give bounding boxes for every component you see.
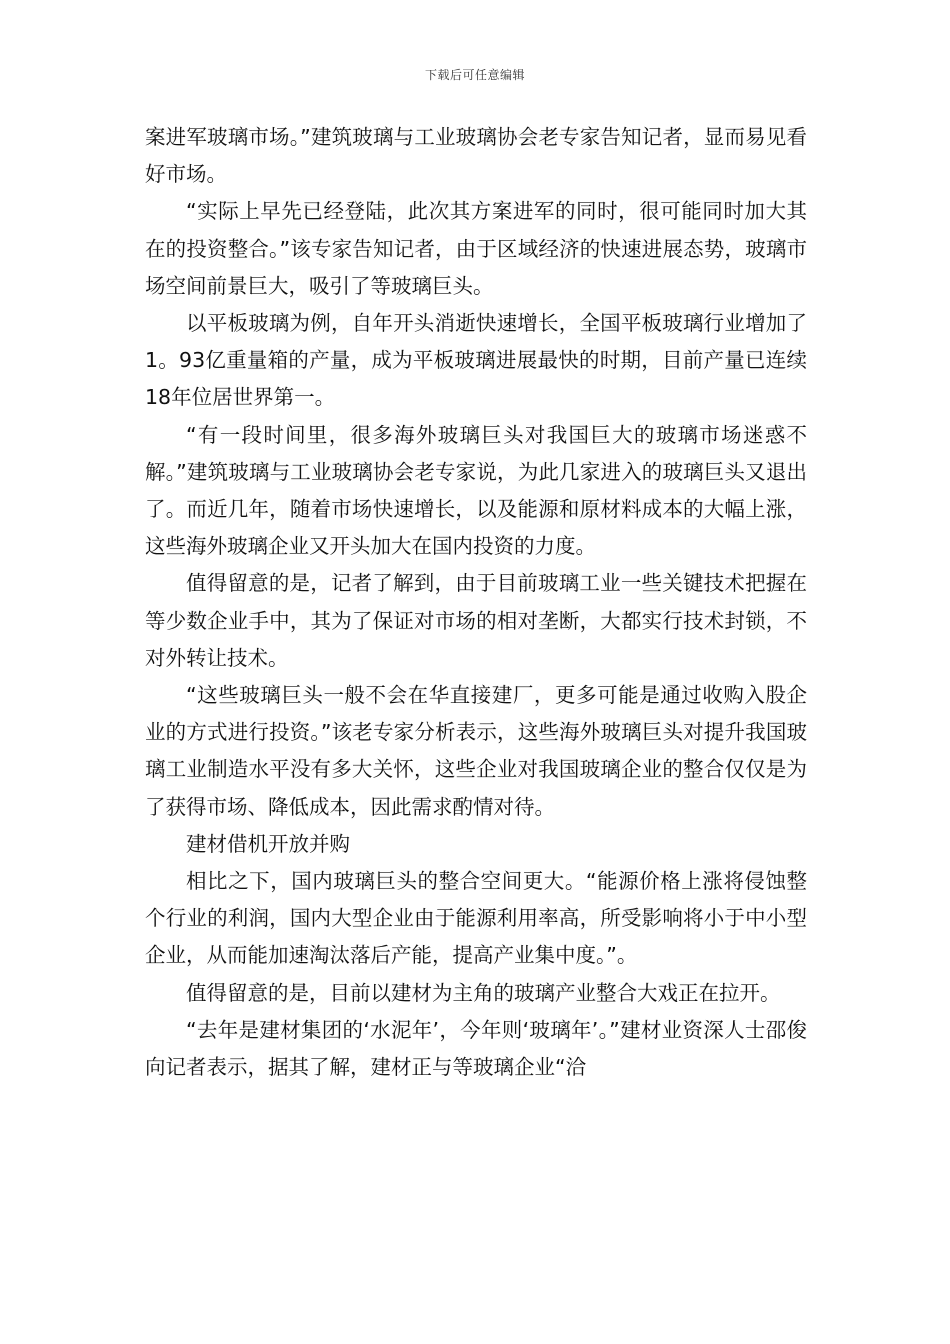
- document-body: [145, 119, 807, 1086]
- paragraph-5: 值得留意的是，记者了解到，由于目前玻璃工业一些关键技术把握在等少数企业手中，其为了保证对市场的相对垄断，大都实行技术封锁，不对外转让技术。: [145, 571, 807, 670]
- paragraph-3: 以平板玻璃为例，自年开头消逝快速增长，全国平板玻璃行业增加了1。93亿重量箱的产量，成为平板玻璃进展最快的时期，目前产量已连续18年位居世界第一。: [145, 311, 807, 410]
- section-heading: 建材借机开放并购: [186, 831, 350, 856]
- paragraph-1: 案进军玻璃市场。”建筑玻璃与工业玻璃协会老专家告知记者，显而易见看好市场。: [145, 125, 807, 187]
- paragraph-4: “有一段时间里，很多海外玻璃巨头对我国巨大的玻璃市场迷惑不解。”建筑玻璃与工业玻璃协会老专家说，为此几家进入的玻璃巨头又退出了。而近几年，随着市场快速增长，以及能源和原材料成本的大幅上涨，这些海外玻璃企业又开头加大在国内投资的力度。: [145, 422, 807, 559]
- paragraph-6: “这些玻璃巨头一般不会在华直接建厂，更多可能是通过收购入股企业的方式进行投资。”该老专家分析表示，这些海外玻璃巨头对提升我国玻璃工业制造水平没有多大关怀，这些企业对我国玻璃企业的整合仅仅是为了获得市场、降低成本，因此需求酌情对待。: [145, 683, 807, 819]
- paragraph-9: “去年是建材集团的‘水泥年’，今年则‘玻璃年’。”建材业资深人士邵俊向记者表示，据其了解，建材正与等玻璃企业“洽: [145, 1017, 807, 1080]
- paragraph-7: 相比之下，国内玻璃巨头的整合空间更大。“能源价格上涨将侵蚀整个行业的利润，国内大型企业由于能源利用率高，所受影响将小于中小型企业，从而能加速淘汰落后产能，提高产业集中度。”。: [145, 869, 807, 968]
- paragraph-8: 值得留意的是，目前以建材为主角的玻璃产业整合大戏正在拉开。: [186, 980, 781, 1005]
- page-header-note: 下载后可任意编辑: [424, 68, 525, 82]
- paragraph-2: “实际上早先已经登陆，此次其方案进军的同时，很可能同时加大其在的投资整合。”该专家告知记者，由于区域经济的快速进展态势，玻璃市场空间前景巨大，吸引了等玻璃巨头。: [145, 199, 807, 298]
